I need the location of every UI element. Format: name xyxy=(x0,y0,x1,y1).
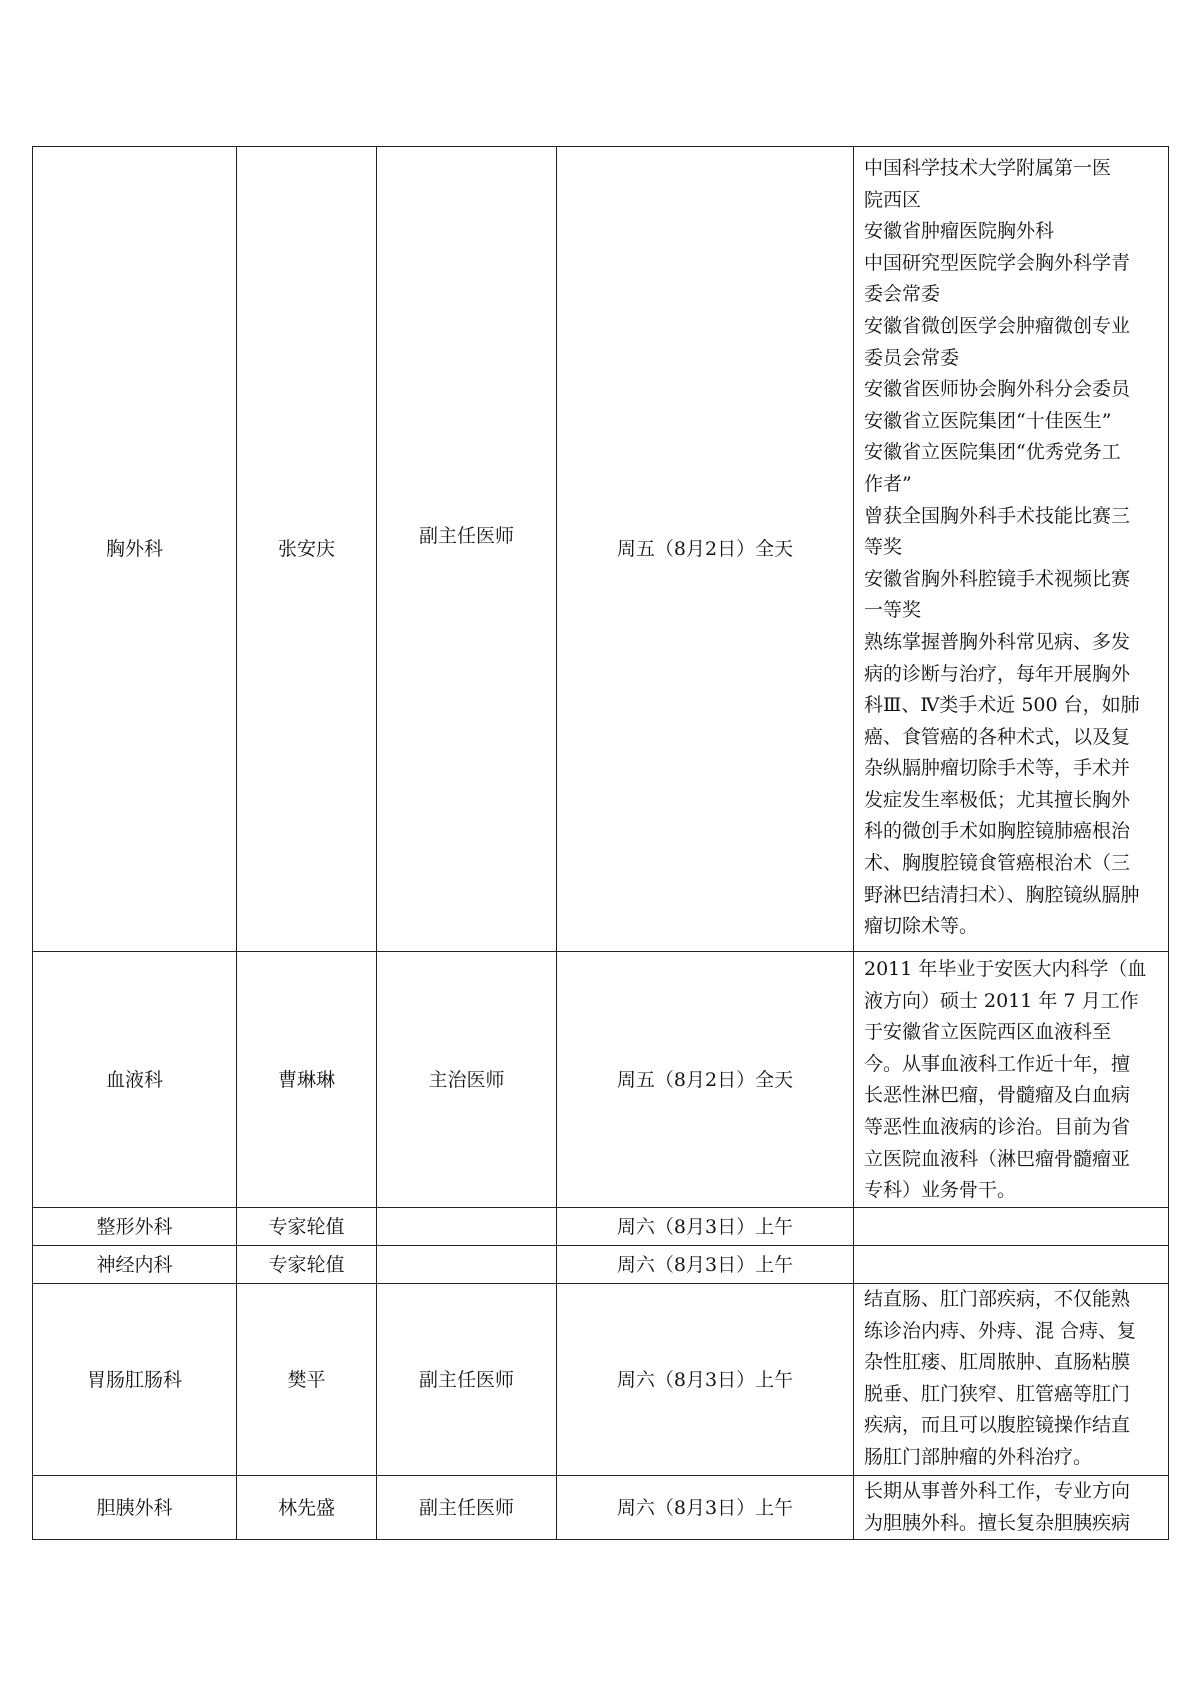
desc-line: 安徽省肿瘤医院胸外科 xyxy=(864,220,1055,243)
dept-cell: 整形外科 xyxy=(33,1208,237,1246)
dept-cell: 神经内科 xyxy=(33,1246,237,1284)
desc-line: 肠肛门部肿瘤的外科治疗。 xyxy=(864,1445,1093,1468)
desc-line: 院西区 xyxy=(864,188,922,211)
desc-line: 中国科学技术大学附属第一医 xyxy=(864,157,1112,179)
doctor-cell: 专家轮值 xyxy=(237,1208,377,1246)
desc-line: 专科）业务骨干。 xyxy=(864,1179,1017,1202)
desc-line: 液方向）硕士 2011 年 7 月工作 xyxy=(864,989,1139,1012)
desc-line: 术、胸腹腔镜食管癌根治术（三 xyxy=(864,852,1131,875)
desc-line: 2011 年毕业于安医大内科学（血 xyxy=(864,958,1147,980)
table-row xyxy=(33,1246,1169,1284)
desc-line: 一等奖 xyxy=(864,599,922,622)
title-cell: 主治医师 xyxy=(377,952,557,1208)
time-cell: 周五（8月2日）全天 xyxy=(557,147,854,952)
desc-line: 安徽省立医院集团“优秀党务工 xyxy=(864,441,1121,464)
table-row xyxy=(33,1284,1169,1476)
table-row xyxy=(33,1208,1169,1246)
doctor-cell: 张安庆 xyxy=(237,147,377,952)
dept-cell: 血液科 xyxy=(33,952,237,1208)
desc-cell xyxy=(854,1284,1169,1476)
desc-line: 立医院血液科（淋巴瘤骨髓瘤亚 xyxy=(864,1147,1131,1170)
desc-line: 病的诊断与治疗，每年开展胸外 xyxy=(864,662,1131,685)
table-row xyxy=(33,952,1169,1208)
dept-cell: 胸外科 xyxy=(33,147,237,952)
desc-cell xyxy=(854,1476,1169,1540)
desc-line: 安徽省立医院集团“十佳医生” xyxy=(864,409,1112,432)
desc-line: 中国研究型医院学会胸外科学青 xyxy=(864,251,1131,274)
desc-line: 杂性肛瘘、肛周脓肿、直肠粘膜 xyxy=(864,1351,1131,1374)
desc-line: 等恶性血液病的诊治。目前为省 xyxy=(864,1115,1131,1138)
desc-line: 杂纵膈肿瘤切除手术等，手术并 xyxy=(864,757,1131,780)
desc-line: 于安徽省立医院西区血液科至 xyxy=(864,1021,1112,1044)
desc-line: 发症发生率极低；尤其擅长胸外 xyxy=(864,788,1131,811)
desc-line: 癌、食管癌的各种术式，以及复 xyxy=(864,725,1131,748)
desc-line: 今。从事血液科工作近十年，擅 xyxy=(864,1052,1131,1075)
desc-line: 曾获全国胸外科手术技能比赛三 xyxy=(864,504,1131,527)
desc-cell xyxy=(854,147,1169,952)
doctor-cell: 林先盛 xyxy=(237,1476,377,1540)
desc-line: 安徽省医师协会胸外科分会委员 xyxy=(864,378,1131,401)
desc-cell xyxy=(854,1208,1169,1246)
desc-line: 作者” xyxy=(864,472,912,495)
title-cell: 副主任医师 xyxy=(377,1476,557,1540)
desc-line: 委会常委 xyxy=(864,283,941,306)
desc-line: 结直肠、肛门部疾病，不仅能熟 xyxy=(864,1288,1131,1310)
desc-line: 疾病，而且可以腹腔镜操作结直 xyxy=(864,1414,1131,1437)
schedule-table xyxy=(32,146,1169,1540)
desc-line: 科Ⅲ、Ⅳ类手术近 500 台，如肺 xyxy=(864,694,1140,717)
desc-line: 等奖 xyxy=(864,536,903,559)
desc-line: 长期从事普外科工作，专业方向 xyxy=(864,1480,1131,1502)
dept-cell: 胆胰外科 xyxy=(33,1476,237,1540)
desc-cell xyxy=(854,952,1169,1208)
desc-line: 安徽省微创医学会肿瘤微创专业 xyxy=(864,314,1131,337)
doctor-cell: 樊平 xyxy=(237,1284,377,1476)
table-row xyxy=(33,1476,1169,1540)
time-cell: 周五（8月2日）全天 xyxy=(557,952,854,1208)
dept-cell: 胃肠肛肠科 xyxy=(33,1284,237,1476)
desc-line: 安徽省胸外科腔镜手术视频比赛 xyxy=(864,567,1131,590)
table-row xyxy=(33,147,1169,952)
desc-line: 练诊治内痔、外痔、混 合痔、复 xyxy=(864,1319,1137,1342)
title-cell xyxy=(377,1208,557,1246)
time-cell: 周六（8月3日）上午 xyxy=(557,1208,854,1246)
title-cell: 副主任医师 xyxy=(377,1284,557,1476)
time-cell: 周六（8月3日）上午 xyxy=(557,1284,854,1476)
desc-line: 瘤切除术等。 xyxy=(864,915,979,938)
doctor-cell: 曹琳琳 xyxy=(237,952,377,1208)
desc-line: 熟练掌握普胸外科常见病、多发 xyxy=(864,630,1131,653)
desc-line: 脱垂、肛门狭窄、肛管癌等肛门 xyxy=(864,1382,1131,1405)
desc-cell xyxy=(854,1246,1169,1284)
table-body xyxy=(33,147,1169,1540)
desc-line: 长恶性淋巴瘤，骨髓瘤及白血病 xyxy=(864,1084,1131,1107)
desc-line: 科的微创手术如胸腔镜肺癌根治 xyxy=(864,820,1131,843)
title-cell: 副主任医师 xyxy=(377,147,557,952)
desc-line: 为胆胰外科。擅长复杂胆胰疾病 xyxy=(864,1511,1131,1534)
doctor-cell: 专家轮值 xyxy=(237,1246,377,1284)
time-cell: 周六（8月3日）上午 xyxy=(557,1246,854,1284)
desc-line: 野淋巴结清扫术）、胸腔镜纵膈肿 xyxy=(864,883,1140,906)
desc-line: 委员会常委 xyxy=(864,346,960,369)
title-cell xyxy=(377,1246,557,1284)
time-cell: 周六（8月3日）上午 xyxy=(557,1476,854,1540)
